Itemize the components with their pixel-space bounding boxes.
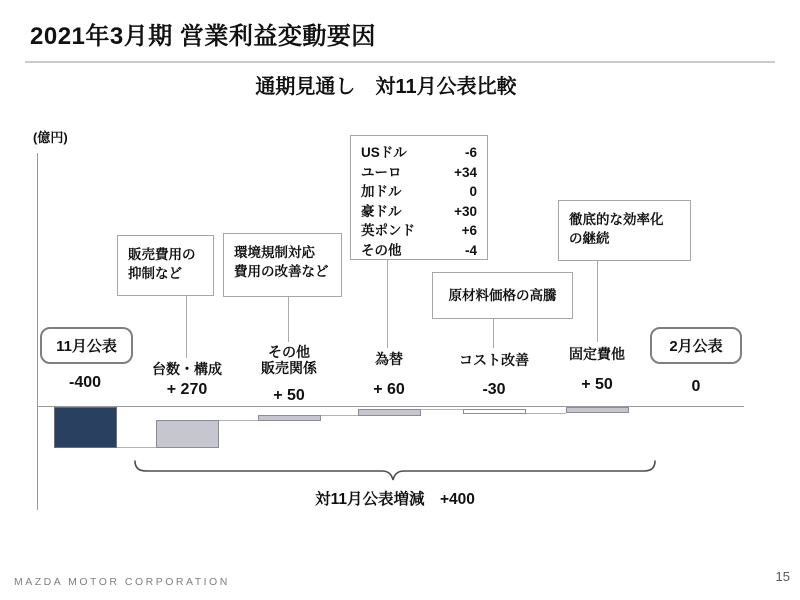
callout-sales-expense-line2: 抑制など (128, 266, 182, 281)
fx-row-usd (351, 143, 487, 163)
label-fixed-cost-other: 固定費他 (569, 346, 625, 362)
value-february: 0 (691, 378, 701, 395)
connector-2 (219, 420, 258, 421)
callout-raw-material (432, 272, 573, 319)
value-november: -400 (68, 374, 102, 391)
callout-environment-regulation (223, 233, 342, 297)
total-change-bracket (130, 455, 660, 487)
title-divider (25, 61, 775, 63)
fx-gbp-label: 英ポンド (361, 223, 415, 238)
value-volume-mix: + 270 (166, 381, 208, 398)
callout-efficiency-line2: の継続 (569, 231, 610, 246)
connector-4 (421, 409, 463, 410)
bar-other-sales (258, 415, 321, 421)
leader-sales-expense (186, 296, 187, 358)
bar-exchange (358, 409, 421, 416)
y-axis-line (37, 153, 38, 510)
fx-aud-label: 豪ドル (361, 203, 402, 219)
fx-row-euro (351, 163, 487, 183)
unit-label: (億円) (33, 130, 68, 145)
fx-row-cad (351, 182, 487, 202)
bar-volume-mix (156, 420, 219, 448)
fx-usd-label: USドル (361, 145, 407, 160)
label-february-announcement (650, 327, 742, 364)
value-exchange: + 60 (373, 381, 405, 398)
label-volume-mix: 台数・構成 (152, 361, 222, 377)
label-november-announcement (40, 327, 133, 364)
fx-gbp-value: +6 (461, 223, 477, 238)
fx-euro-label: ユーロ (361, 164, 402, 180)
fx-usd-value: -6 (464, 145, 477, 160)
fx-euro-value: +34 (454, 164, 477, 180)
leader-environment (288, 297, 289, 342)
company-footer: MAZDA MOTOR CORPORATION (14, 576, 230, 588)
february-pill-text: 2月公表 (669, 338, 723, 355)
callout-environment-line1: 環境規制対応 (234, 245, 315, 260)
page-title: 2021年3月期 営業利益変動要因 (30, 23, 376, 50)
callout-raw-material-text: 原材料価格の高騰 (448, 288, 557, 303)
value-fixed-cost-other: + 50 (581, 376, 613, 393)
fx-row-other (351, 241, 487, 261)
fx-row-aud (351, 202, 487, 222)
callout-currency-detail (350, 135, 488, 260)
chart-title: 通期見通し 対11月公表比較 (255, 76, 517, 98)
label-other-sales-line1: その他 (268, 344, 310, 360)
connector-1 (117, 447, 156, 448)
label-cost-improvement: コスト改善 (459, 352, 529, 368)
callout-environment-line2: 費用の改善など (234, 264, 329, 279)
fx-other-label: その他 (361, 242, 402, 258)
label-other-sales (239, 344, 339, 376)
fx-cad-value: 0 (469, 184, 477, 199)
fx-cad-label: 加ドル (361, 184, 402, 199)
november-pill-text: 11月公表 (56, 338, 117, 355)
leader-raw-material (493, 319, 494, 348)
bar-cost-improvement (463, 409, 526, 414)
callout-efficiency (558, 200, 691, 261)
fx-row-gbp (351, 221, 487, 241)
page-number: 15 (775, 569, 790, 584)
value-other-sales: + 50 (273, 387, 305, 404)
value-cost-improvement: -30 (482, 381, 506, 398)
callout-efficiency-line1: 徹底的な効率化 (569, 212, 664, 227)
leader-efficiency (597, 261, 598, 342)
bar-fixed-cost-other (566, 407, 629, 413)
label-other-sales-line2: 販売関係 (261, 360, 317, 376)
bar-november-announcement (54, 407, 117, 448)
connector-3 (321, 415, 358, 416)
fx-aud-value: +30 (454, 203, 477, 219)
fx-other-value: -4 (464, 242, 477, 258)
zero-baseline (37, 406, 744, 407)
callout-sales-expense-line1: 販売費用の (128, 247, 196, 262)
total-change-label: 対11月公表増減 +400 (315, 491, 475, 508)
chart-title-wrap (0, 70, 772, 99)
leader-currency (387, 260, 388, 348)
callout-sales-expense (117, 235, 214, 296)
label-exchange: 為替 (375, 351, 403, 367)
connector-5 (526, 413, 566, 414)
